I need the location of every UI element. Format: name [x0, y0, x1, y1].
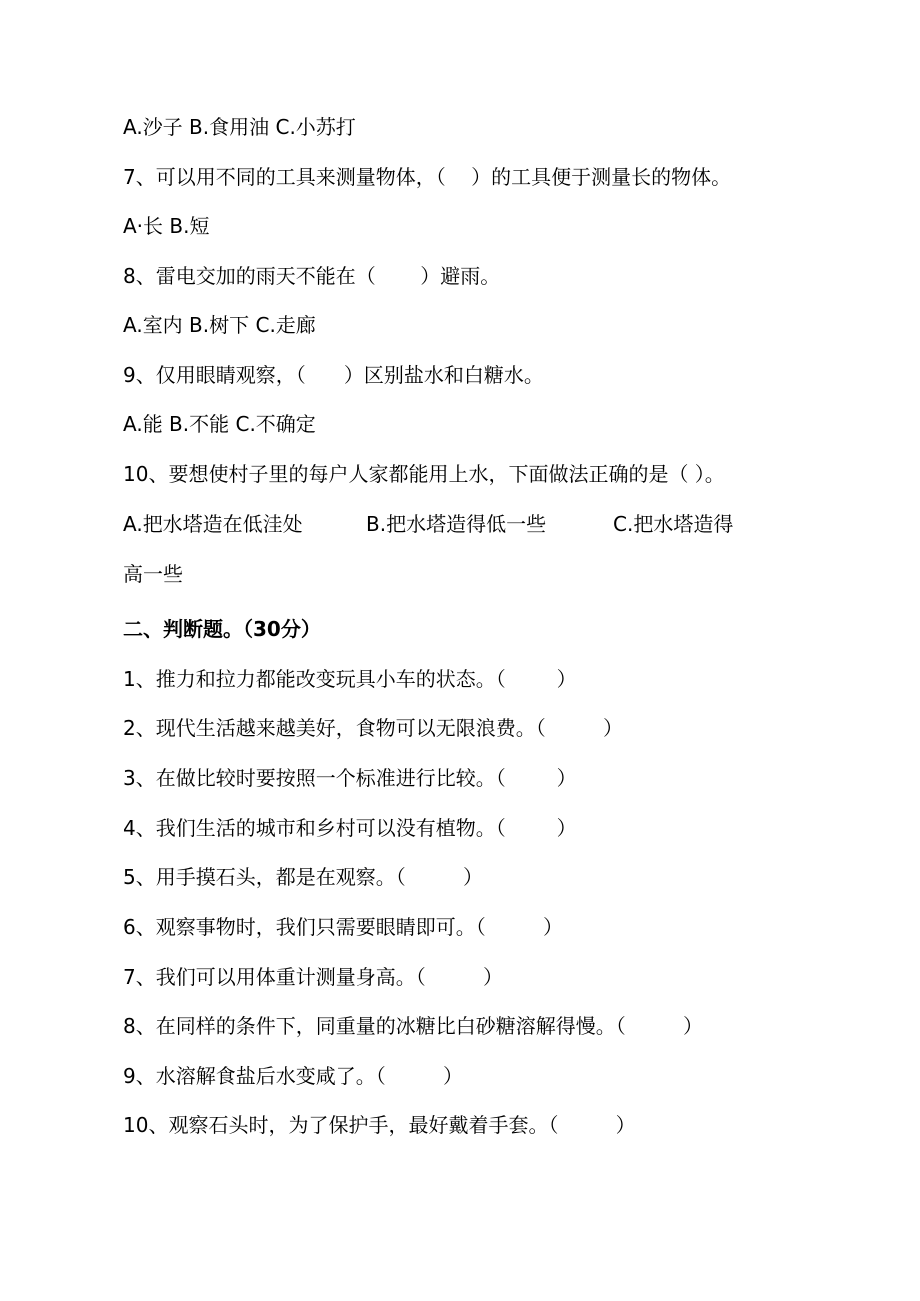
tf-item: 4、我们生活的城市和乡村可以没有植物。（ ） — [123, 816, 577, 840]
question-8: 8、雷电交加的雨天不能在（ ）避雨。 — [123, 264, 501, 288]
q10-option-c-continued: 高一些 — [123, 562, 183, 586]
q10-option-a: A.把水塔造在低洼处 — [123, 512, 303, 536]
tf-item: 8、在同样的条件下，同重量的冰糖比白砂糖溶解得慢。（ ） — [123, 1014, 703, 1038]
question-10: 10、要想使村子里的每户人家都能用上水，下面做法正确的是（ ）。 — [123, 462, 725, 486]
question-9: 9、仅用眼睛观察，（ ）区别盐水和白糖水。 — [123, 363, 544, 387]
tf-item: 1、推力和拉力都能改变玩具小车的状态。（ ） — [123, 667, 577, 691]
tf-item: 2、现代生活越来越美好，食物可以无限浪费。（ ） — [123, 716, 623, 740]
tf-item: 9、水溶解食盐后水变咸了。（ ） — [123, 1064, 463, 1088]
q8-options: A.室内 B.树下 C.走廊 — [123, 313, 316, 337]
q6-options: A.沙子 B.食用油 C.小苏打 — [123, 115, 356, 139]
q10-option-b: B.把水塔造得低一些 — [366, 512, 547, 536]
question-7: 7、可以用不同的工具来测量物体，（ ）的工具便于测量长的物体。 — [123, 165, 732, 189]
q7-options: A·长 B.短 — [123, 214, 210, 238]
section-heading-true-false: 二、判断题。（30分） — [123, 617, 321, 641]
q9-options: A.能 B.不能 C.不确定 — [123, 412, 316, 436]
tf-item: 5、用手摸石头，都是在观察。（ ） — [123, 865, 483, 889]
tf-item: 10、观察石头时，为了保护手，最好戴着手套。（ ） — [123, 1113, 636, 1137]
tf-item: 7、我们可以用体重计测量身高。（ ） — [123, 965, 503, 989]
q10-option-c: C.把水塔造得 — [613, 512, 734, 536]
tf-item: 6、观察事物时，我们只需要眼睛即可。（ ） — [123, 915, 563, 939]
tf-item: 3、在做比较时要按照一个标准进行比较。（ ） — [123, 766, 577, 790]
